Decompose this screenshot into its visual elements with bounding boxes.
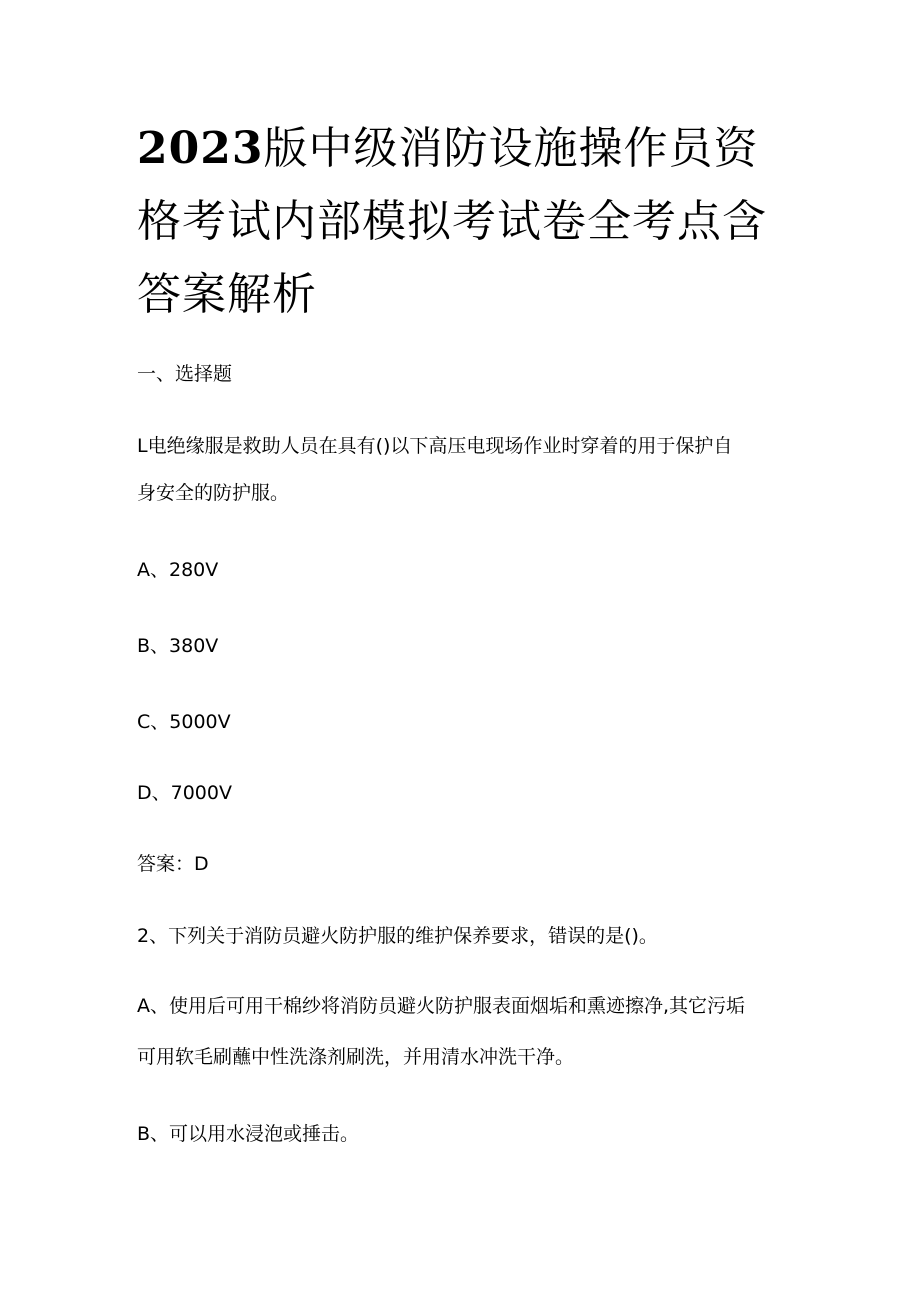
question-1-option-b: B、380V xyxy=(137,635,219,657)
question-2-option-b: B、可以用水浸泡或捶击。 xyxy=(137,1123,360,1145)
question-2-option-a-line-2: 可用软毛刷蘸中性洗涤剂刷洗，并用清水冲洗干净。 xyxy=(137,1046,575,1068)
question-1-answer: 答案：D xyxy=(137,853,209,875)
question-2-option-a-line-1: A、使用后可用干棉纱将消防员避火防护服表面烟垢和熏迹擦净,其它污垢 xyxy=(137,995,746,1017)
question-1-option-c: C、5000V xyxy=(137,711,231,733)
question-1-stem-line-1: L电绝缘服是救助人员在具有()以下高压电现场作业时穿着的用于保护自 xyxy=(137,435,733,457)
question-1-stem-line-2: 身安全的防护服。 xyxy=(137,482,290,504)
question-1-option-a: A、280V xyxy=(137,559,219,581)
document-title xyxy=(137,112,797,331)
question-1-option-d: D、7000V xyxy=(137,782,232,804)
section-heading: 一、选择题 xyxy=(137,363,233,385)
title-year: 2023 xyxy=(137,123,264,174)
title-text: 版中级消防设施操作员资格考试内部模拟考试卷全考点含答案解析 xyxy=(137,123,767,320)
question-2-stem: 2、下列关于消防员避火防护服的维护保养要求，错误的是()。 xyxy=(137,925,658,947)
